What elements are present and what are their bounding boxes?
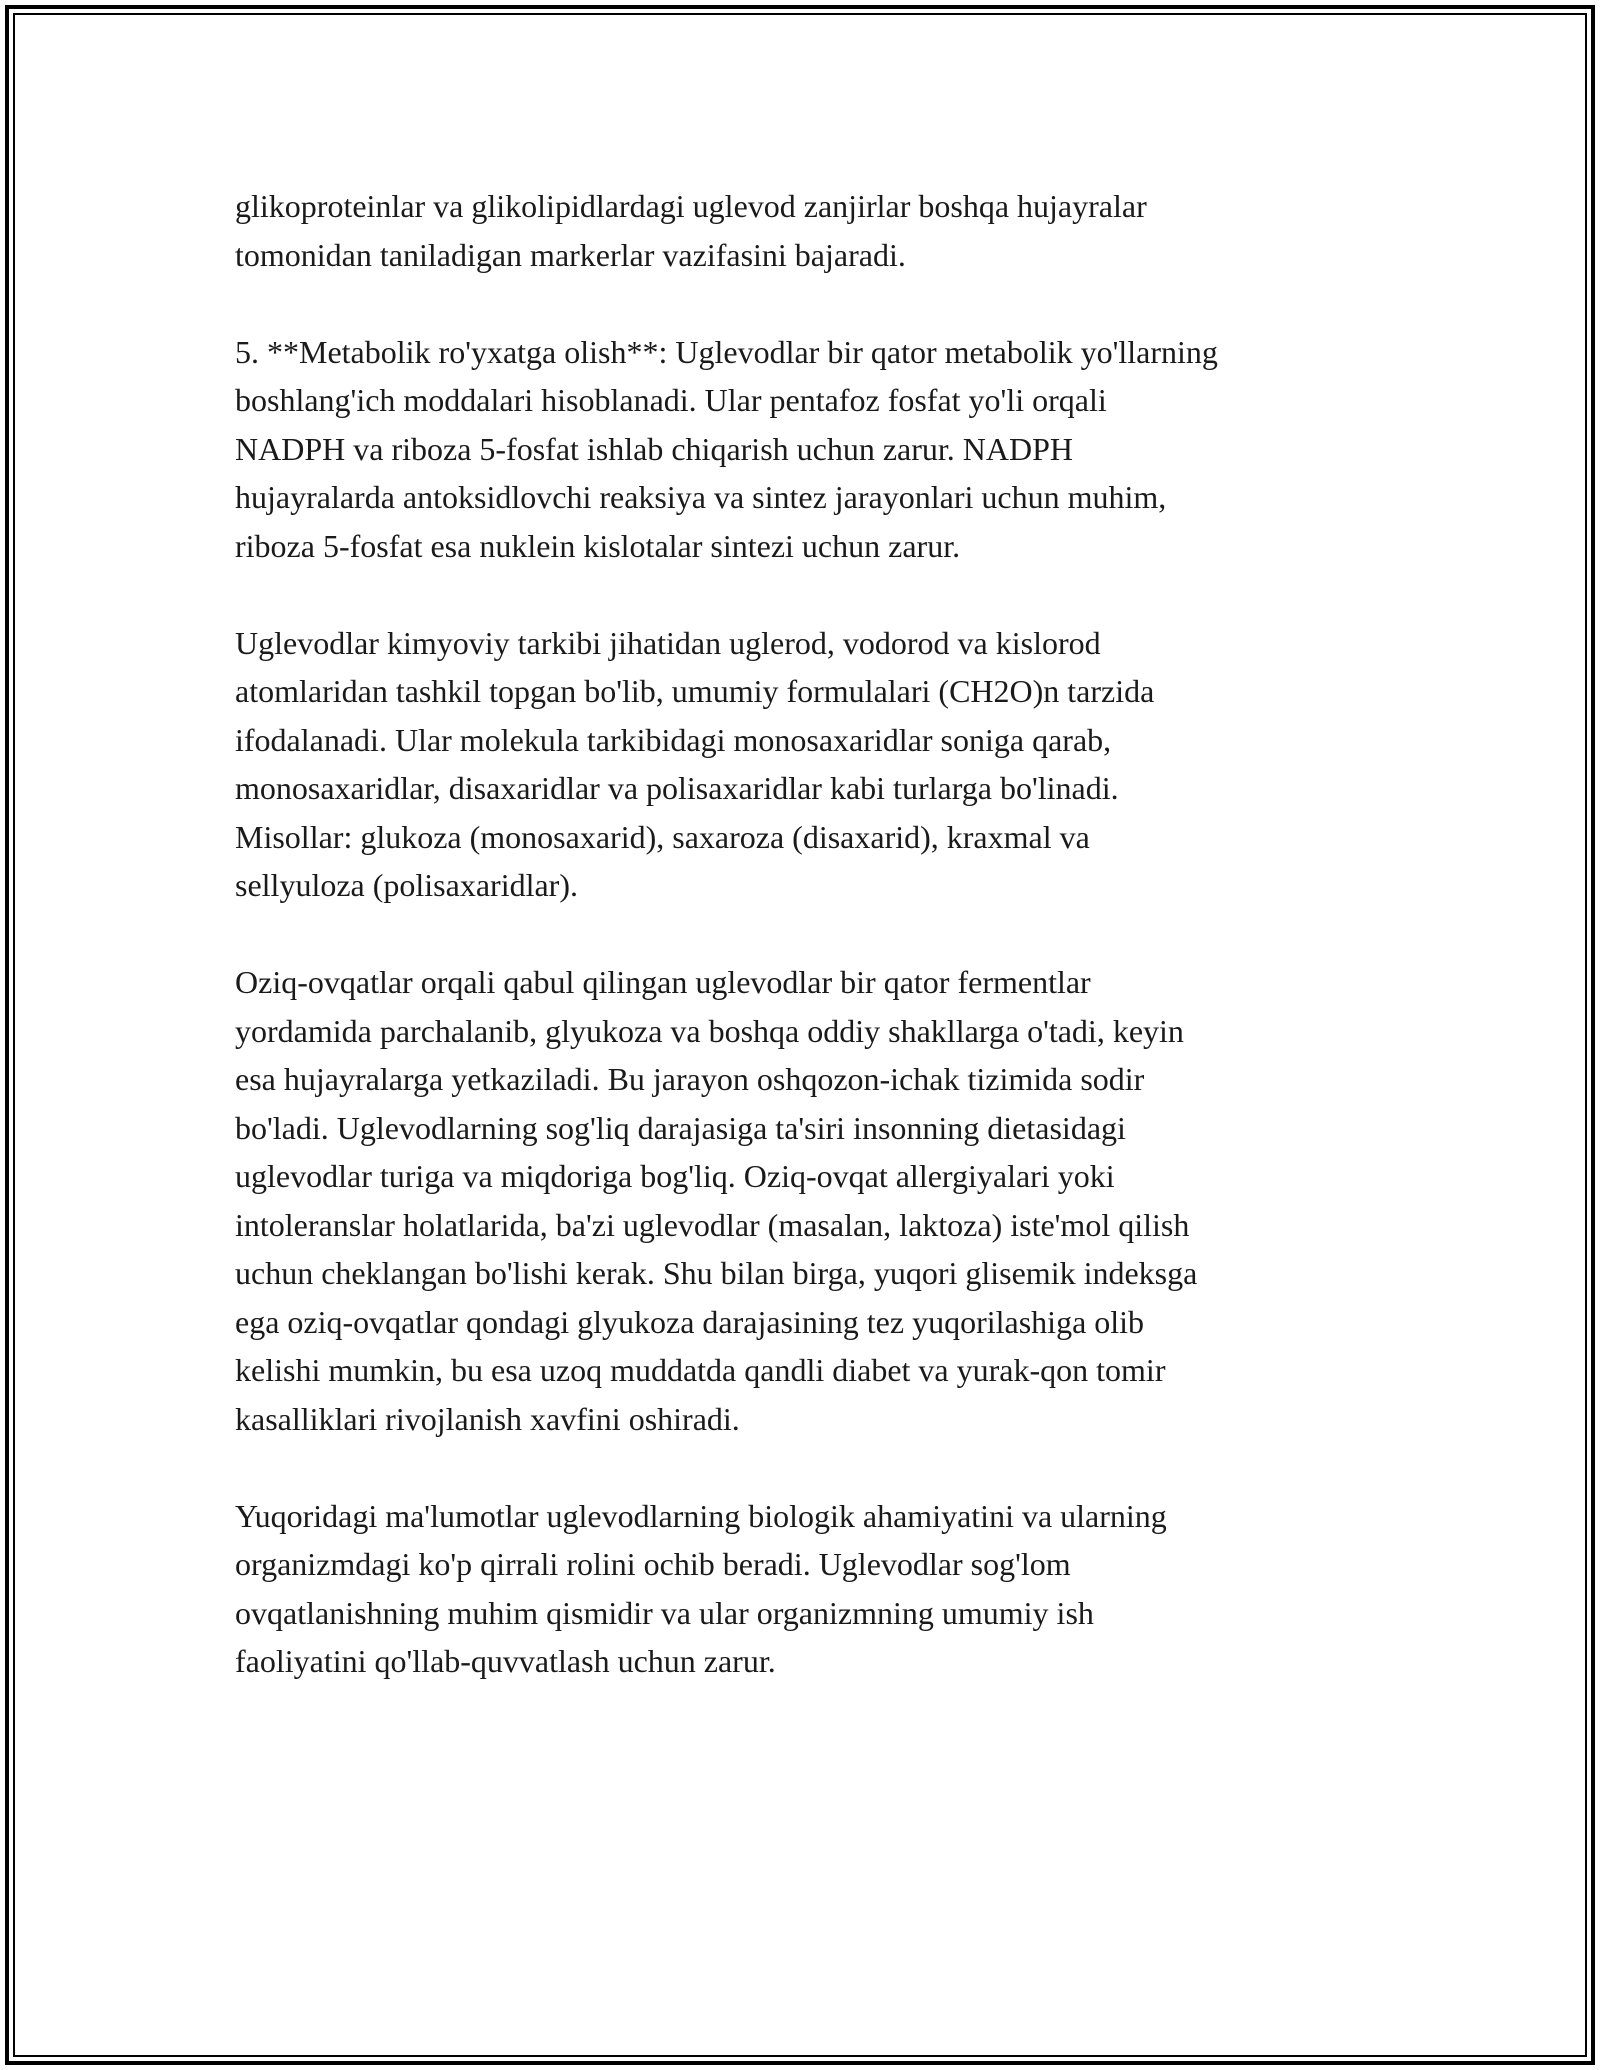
paragraph-digestion: Oziq-ovqatlar orqali qabul qilingan uglevodlar bir qator fermentlar yordamida parchalanib, glyukoza va boshqa oddiy shakllarga o'tadi, keyin esa hujayralarga yetkaziladi. Bu jarayon oshqozon-ichak tizimida sodir bo'ladi. Uglevodlarning sog'liq darajasiga ta'siri insonning dietasidagi uglevodlar turiga va miqdoriga bog'liq. Oziq-ovqat allergiyalari yoki intoleranslar holatlarida, ba'zi uglevodlar (masalan, laktoza) iste'mol qilish uchun cheklangan bo'lishi kerak. Shu bilan birga, yuqori glisemik indeksga ega oziq-ovqatlar qondagi glyukoza darajasining tez yuqorilashiga olib kelishi mumkin, bu esa uzoq muddatda qandli diabet va yurak-qon tomir kasalliklari rivojlanish xavfini oshiradi. [235,964,1198,1437]
document-body [235,182,1375,1734]
paragraph-cell-markers: glikoproteinlar va glikolipidlardagi uglevod zanjirlar boshqa hujayralar tomonidan taniladigan markerlar vazifasini bajaradi. [235,188,1147,273]
paragraph-conclusion: Yuqoridagi ma'lumotlar uglevodlarning biologik ahamiyatini va ularning organizmdagi ko'p qirrali rolini ochib beradi. Uglevodlar sog'lom ovqatlanishning muhim qismidir va ular organizmning umumiy ish faoliyatini qo'llab-quvvatlash uchun zarur. [235,1497,1167,1679]
paragraph-metabolic-precursors: 5. **Metabolik ro'yxatga olish**: Uglevodlar bir qator metabolik yo'llarning boshlang'ich moddalari hisoblanadi. Ular pentafoz fosfat yo'li orqali NADPH va riboza 5-fosfat ishlab chiqarish uchun zarur. NADPH hujayralarda antoksidlovchi reaksiya va sintez jarayonlari uchun muhim, riboza 5-fosfat esa nuklein kislotalar sintezi uchun zarur. [235,333,1218,564]
paragraph-chemical-composition: Uglevodlar kimyoviy tarkibi jihatidan uglerod, vodorod va kislorod atomlaridan tashkil topgan bo'lib, umumiy formulalari (CH2O)n tarzida ifodalanadi. Ular molekula tarkibidagi monosaxaridlar soniga qarab, monosaxaridlar, disaxaridlar va polisaxaridlar kabi turlarga bo'linadi. Misollar: glukoza (monosaxarid), saxaroza (disaxarid), kraxmal va sellyuloza (polisaxaridlar). [235,624,1155,903]
